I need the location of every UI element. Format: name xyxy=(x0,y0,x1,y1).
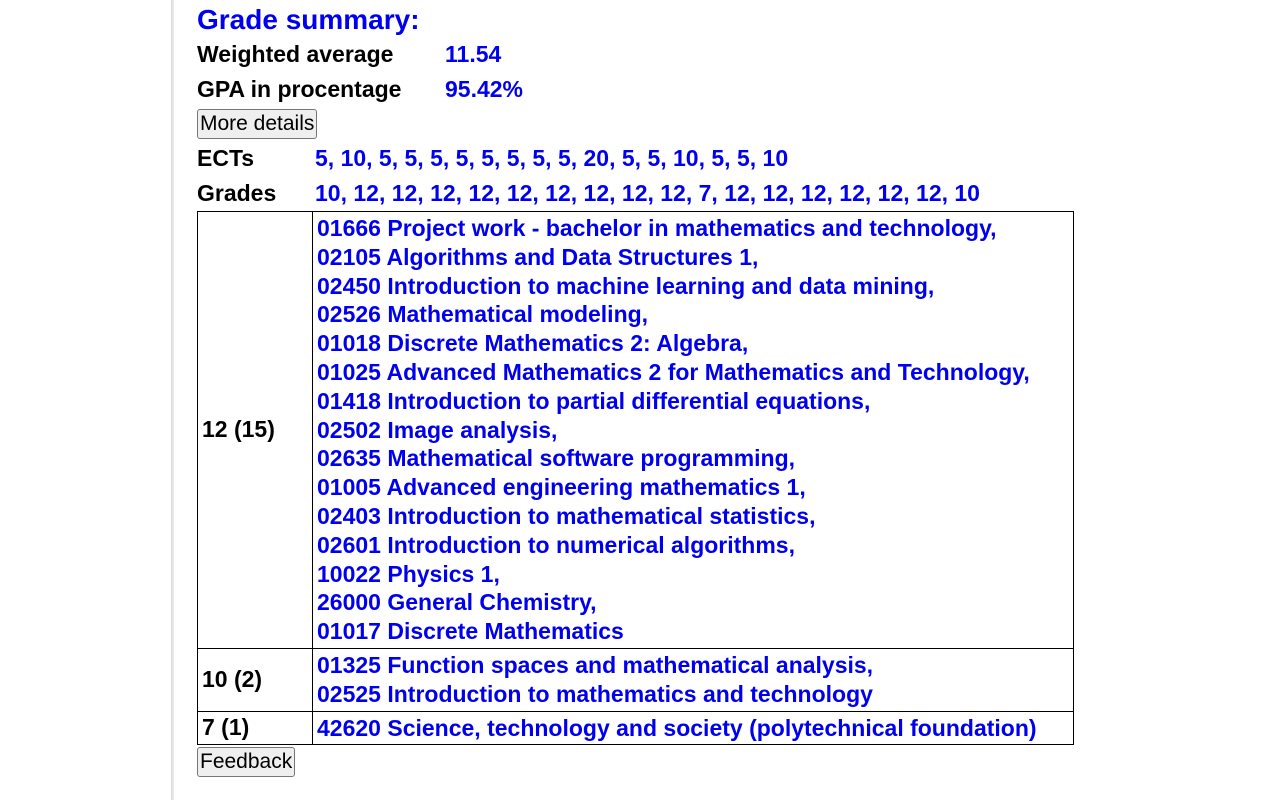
grade-cell: 10 (2) xyxy=(198,648,313,711)
grades-row xyxy=(197,176,1237,211)
grades-value: 10, 12, 12, 12, 12, 12, 12, 12, 12, 12, 7, 12, 12, 12, 12, 12, 12, 10 xyxy=(315,180,980,206)
course-item: 02502 Image analysis, xyxy=(317,416,558,443)
course-item: 42620 Science, technology and society (polytechnical foundation) xyxy=(317,714,1037,741)
course-item: 10022 Physics 1, xyxy=(317,560,500,587)
grade-cell: 12 (15) xyxy=(198,212,313,649)
course-item: 02450 Introduction to machine learning and data mining, xyxy=(317,272,935,299)
ects-label: ECTs xyxy=(197,145,255,171)
table-row xyxy=(198,212,1074,649)
ects-value: 5, 10, 5, 5, 5, 5, 5, 5, 5, 5, 20, 5, 5, 10, 5, 5, 10 xyxy=(315,145,789,171)
course-item: 01005 Advanced engineering mathematics 1, xyxy=(317,474,806,501)
more-details-button[interactable]: More details xyxy=(197,109,317,139)
course-item: 01666 Project work - bachelor in mathematics and technology, xyxy=(317,215,997,241)
page-left-edge xyxy=(171,0,174,800)
weighted-average-label: Weighted average xyxy=(197,41,394,67)
gpa-value: 95.42% xyxy=(445,76,524,102)
ects-row xyxy=(197,141,1237,176)
course-item: 02526 Mathematical modeling, xyxy=(317,301,649,328)
grade-summary-panel xyxy=(197,3,1237,777)
course-item: 01325 Function spaces and mathematical analysis, xyxy=(317,651,874,678)
course-item: 01017 Discrete Mathematics xyxy=(317,618,624,645)
course-item: 01418 Introduction to partial differential equations, xyxy=(317,387,871,414)
grades-label: Grades xyxy=(197,180,277,206)
gpa-row xyxy=(197,72,1237,107)
course-list-cell xyxy=(313,711,1074,745)
course-item: 02601 Introduction to numerical algorithms, xyxy=(317,531,795,558)
weighted-average-row xyxy=(197,37,1237,72)
course-item: 01025 Advanced Mathematics 2 for Mathematics and Technology, xyxy=(317,358,1030,385)
weighted-average-value: 11.54 xyxy=(445,41,502,67)
course-item: 01018 Discrete Mathematics 2: Algebra, xyxy=(317,330,749,357)
gpa-label: GPA in procentage xyxy=(197,76,402,102)
course-item: 02403 Introduction to mathematical statistics, xyxy=(317,502,816,529)
feedback-button[interactable]: Feedback xyxy=(197,747,295,777)
page-title: Grade summary: xyxy=(197,4,420,35)
course-item: 26000 General Chemistry, xyxy=(317,589,597,616)
table-row xyxy=(198,711,1074,745)
grade-cell: 7 (1) xyxy=(198,711,313,745)
course-list-cell xyxy=(313,212,1074,649)
course-item: 02525 Introduction to mathematics and technology xyxy=(317,680,873,707)
table-row xyxy=(198,648,1074,711)
grade-course-table xyxy=(197,211,1074,745)
course-item: 02105 Algorithms and Data Structures 1, xyxy=(317,243,759,270)
course-item: 02635 Mathematical software programming, xyxy=(317,445,796,472)
course-list-cell xyxy=(313,648,1074,711)
